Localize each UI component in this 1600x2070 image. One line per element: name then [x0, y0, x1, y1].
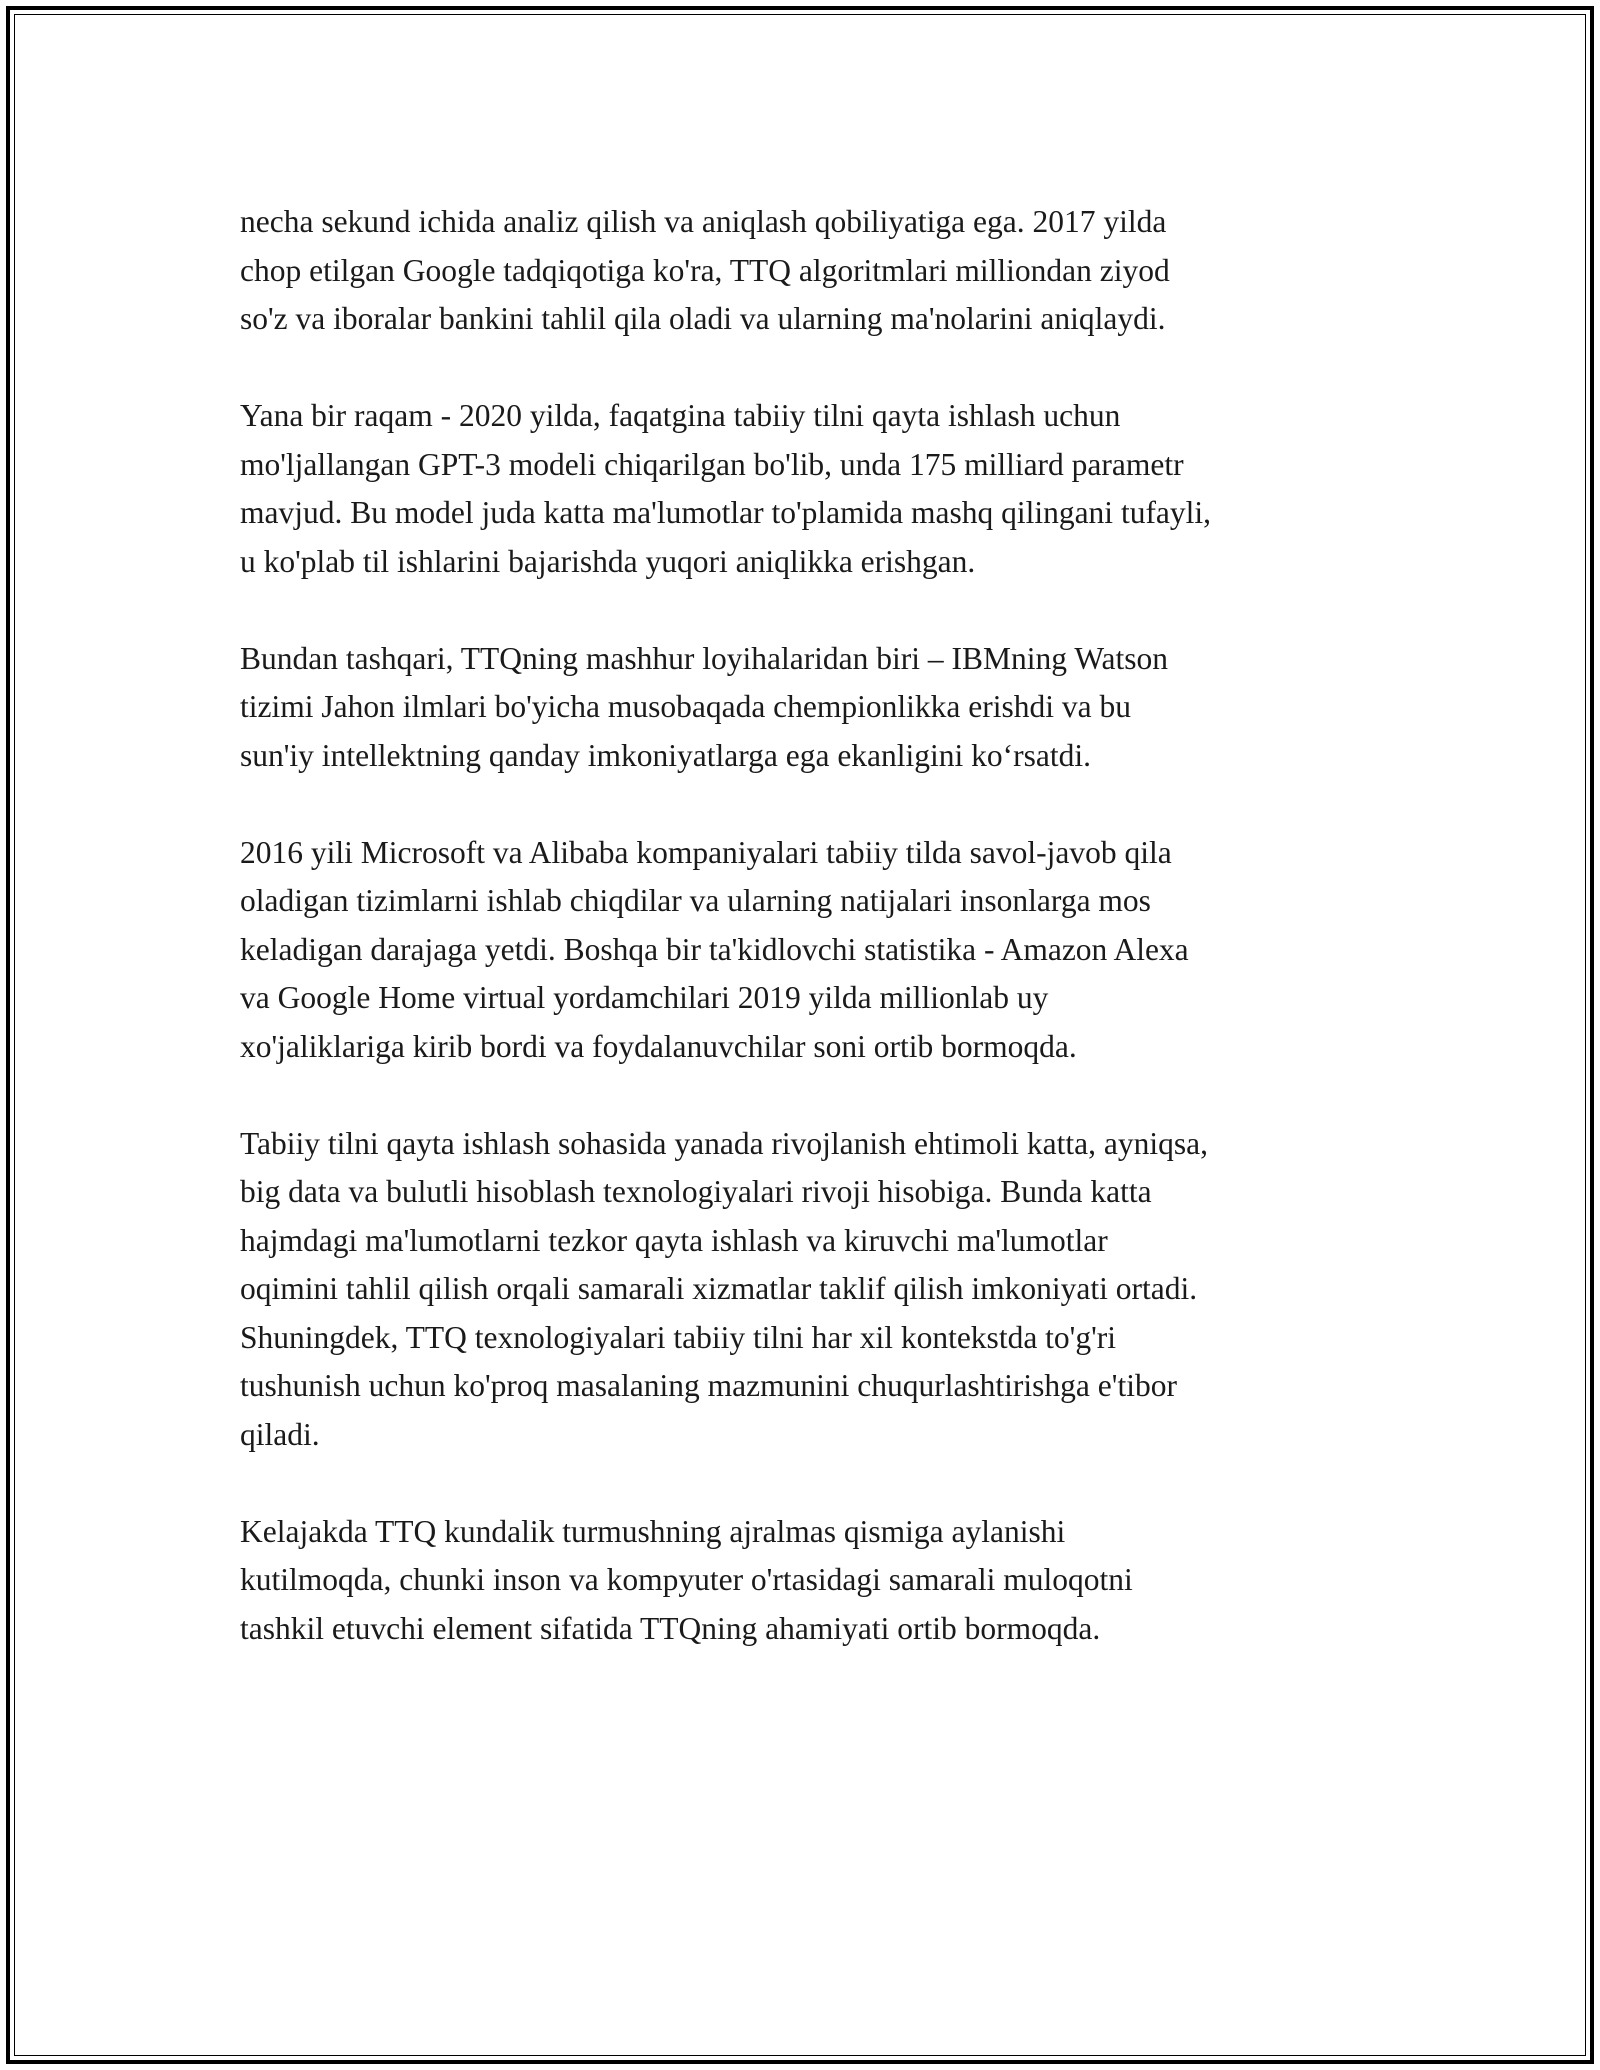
text-line: Yana bir raqam - 2020 yilda, faqatgina tabiiy tilni qayta ishlash uchun — [240, 398, 1121, 433]
text-line: necha sekund ichida analiz qilish va aniqlash qobiliyatiga ega. 2017 yilda — [240, 204, 1167, 239]
text-line: tizimi Jahon ilmlari bo'yicha musobaqada chempionlikka erishdi va bu — [240, 689, 1131, 724]
text-line: u ko'plab til ishlarini bajarishda yuqori aniqlikka erishgan. — [240, 543, 976, 579]
text-line: Tabiiy tilni qayta ishlash sohasida yanada rivojlanish ehtimoli katta, ayniqsa, — [240, 1125, 1208, 1161]
text-line: xo'jaliklariga kirib bordi va foydalanuvchilar soni ortib bormoqda. — [240, 1028, 1077, 1064]
text-line: Shuningdek, TTQ texnologiyalari tabiiy tilni har xil kontekstda to'g'ri — [240, 1319, 1117, 1355]
paragraph-6 — [240, 1508, 1380, 1654]
text-line: mavjud. Bu model juda katta ma'lumotlar to'plamida mashq qilingani tufayli, — [240, 495, 1212, 530]
text-line: oqimini tahlil qilish orqali samarali xizmatlar taklif qilish imkoniyati ortadi. — [240, 1271, 1198, 1306]
text-line: big data va bulutli hisoblash texnologiyalari rivoji hisobiga. Bunda katta — [240, 1174, 1152, 1209]
paragraph-5 — [240, 1120, 1380, 1460]
text-line: 2016 yili Microsoft va Alibaba kompaniyalari tabiiy tilda savol-javob qila — [240, 834, 1172, 870]
paragraph-3 — [240, 635, 1380, 781]
text-line: kutilmoqda, chunki inson va kompyuter o'rtasidagi samarali muloqotni — [240, 1562, 1133, 1597]
text-line: oladigan tizimlarni ishlab chiqdilar va ularning natijalari insonlarga mos — [240, 883, 1151, 918]
text-line: hajmdagi ma'lumotlarni tezkor qayta ishlash va kiruvchi ma'lumotlar — [240, 1222, 1108, 1258]
text-line: qiladi. — [240, 1416, 320, 1452]
text-line: va Google Home virtual yordamchilari 2019 yilda millionlab uy — [240, 980, 1049, 1015]
text-line: chop etilgan Google tadqiqotiga ko'ra, TTQ algoritmlari milliondan ziyod — [240, 252, 1170, 288]
text-line: Kelajakda TTQ kundalik turmushning ajralmas qismiga aylanishi — [240, 1513, 1066, 1549]
text-line: keladigan darajaga yetdi. Boshqa bir ta'kidlovchi statistika - Amazon Alexa — [240, 931, 1189, 967]
paragraph-2 — [240, 392, 1380, 586]
document-body — [240, 198, 1380, 1702]
paragraph-1 — [240, 198, 1380, 344]
page-border — [6, 6, 1594, 2064]
paragraph-4 — [240, 829, 1380, 1072]
text-line: tushunish uchun ko'proq masalaning mazmunini chuqurlashtirishga e'tibor — [240, 1368, 1177, 1403]
text-line: mo'ljallangan GPT-3 modeli chiqarilgan bo'lib, unda 175 milliard parametr — [240, 446, 1184, 482]
text-line: so'z va iboralar bankini tahlil qila oladi va ularning ma'nolarini aniqlaydi. — [240, 301, 1166, 336]
text-line: Bundan tashqari, TTQning mashhur loyihalaridan biri – IBMning Watson — [240, 640, 1169, 676]
text-line: sun'iy intellektning qanday imkoniyatlarga ega ekanligini koʻrsatdi. — [240, 737, 1092, 773]
text-line: tashkil etuvchi element sifatida TTQning ahamiyati ortib bormoqda. — [240, 1610, 1101, 1646]
